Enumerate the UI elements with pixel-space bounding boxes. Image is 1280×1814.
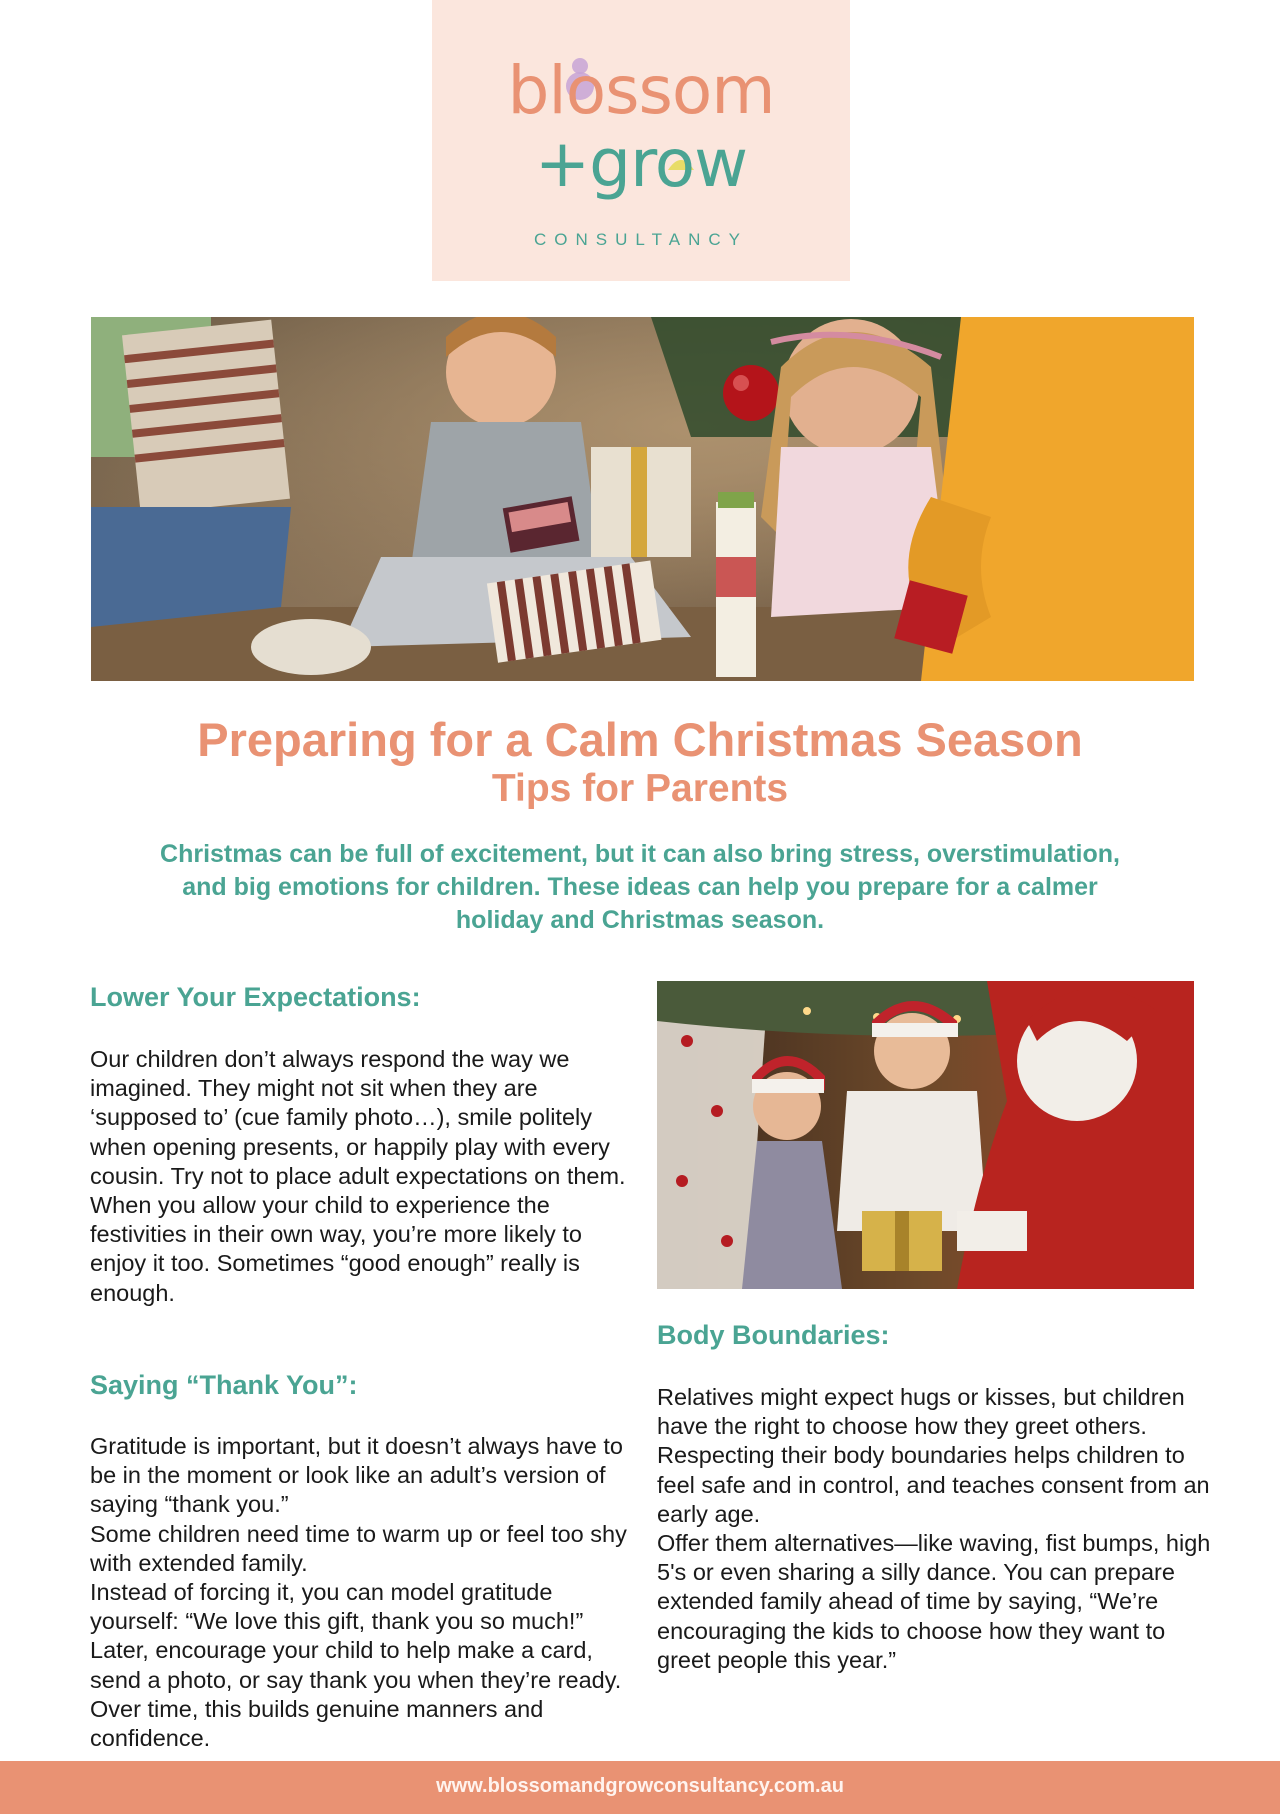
paragraph: Respecting their body boundaries helps children to feel safe and in control, and teaches consent from an early age. [657,1442,1210,1527]
heading-lower-expectations: Lower Your Expectations: [90,982,421,1012]
paragraph: Offer them alternatives—like waving, fist bumps, high 5's or even sharing a silly dance. You can prepare extended family ahead of time by saying, “We’re encouraging the kids to choose how they want to greet people this year.” [657,1530,1211,1673]
santa-photo [657,981,1194,1289]
body-boundaries-text [657,1383,1212,1675]
lower-expectations-text [90,1045,635,1308]
website-link[interactable]: www.blossomandgrowconsultancy.com.au [436,1775,844,1797]
footer-bar [0,1761,1280,1814]
logo [432,0,850,281]
page-subtitle: Tips for Parents [491,767,789,810]
page-title: Preparing for a Calm Christmas Season [197,713,1083,766]
logo-wordmark-grow: +grow [534,125,748,202]
intro-text: Christmas can be full of excitement, but it can also bring stress, overstimulation, and big emotions for children. These ideas can help you prepare for a calmer holiday and Christmas season. [160,840,1120,934]
paragraph: Relatives might expect hugs or kisses, but children have the right to choose how they greet others. [657,1384,1185,1440]
paragraph: Some children need time to warm up or feel too shy with extended family. [90,1520,627,1576]
paragraph: Our children don’t always respond the way we imagined. They might not sit when they are ‘supposed to’ (cue family photo…), smile politely when opening presents, or happily play with every cousin. Try not to place adult expectations on them. [90,1046,626,1189]
logo-wordmark-blossom: blossom [507,52,775,129]
paragraph: Gratitude is important, but it doesn’t always have to be in the moment or look like an adult’s version of saying “thank you.” [90,1433,623,1518]
paragraph: When you allow your child to experience the festivities in their own way, you’re more likely to enjoy it too. Sometimes “good enough” really is enough. [90,1192,582,1306]
children-opening-christmas-presents-photo [91,317,1194,681]
heading-body-boundaries: Body Boundaries: [657,1320,890,1350]
paragraph: Instead of forcing it, you can model gratitude yourself: “We love this gift, thank you so much!” Later, encourage your child to help make a card, send a photo, or say thank you when they’re ready. Over time, this builds genuine manners and confidence. [90,1579,622,1752]
logo-tagline: CONSULTANCY [534,230,748,249]
saying-thank-you-text [90,1432,635,1753]
hero-photo [91,317,1194,681]
santa-giving-gift-to-girl-photo [657,981,1194,1289]
heading-saying-thank-you: Saying “Thank You”: [90,1370,358,1400]
